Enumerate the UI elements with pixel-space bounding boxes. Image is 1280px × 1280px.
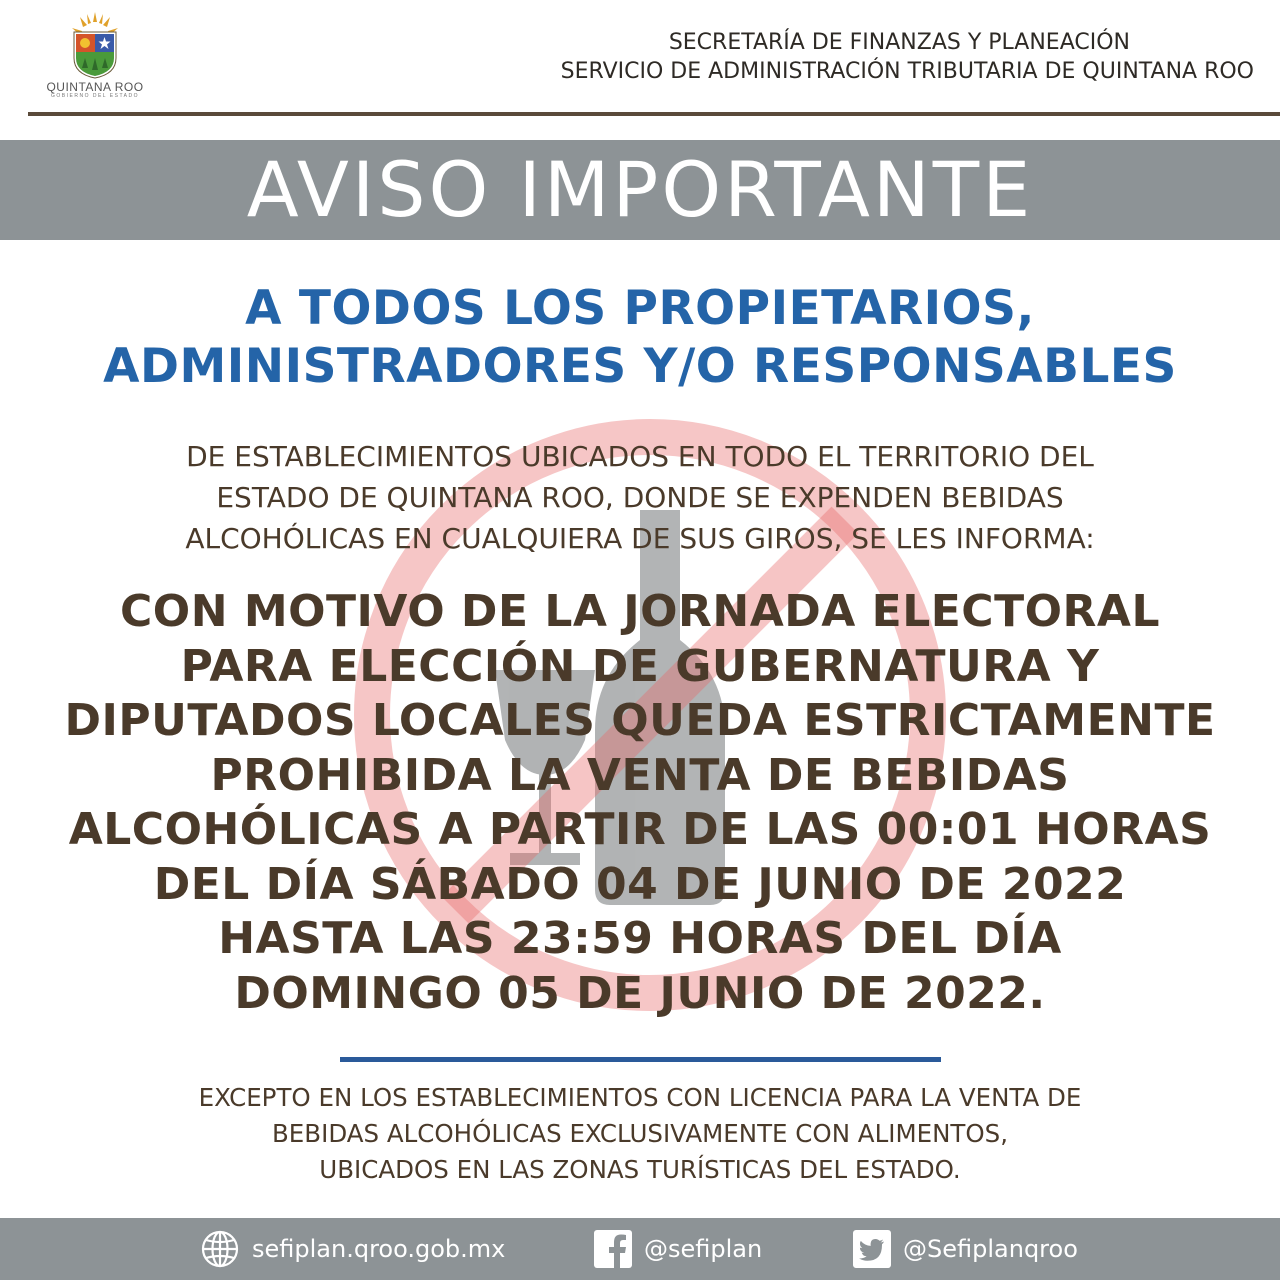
- header: [0, 0, 1280, 116]
- section-divider: [340, 1057, 941, 1062]
- tax-service-name: SERVICIO DE ADMINISTRACIÓN TRIBUTARIA DE QUINTANA ROO: [560, 59, 1254, 84]
- notice-line-5: ALCOHÓLICAS A PARTIR DE LAS 00:01 HORAS: [68, 804, 1212, 855]
- intro-line-1: DE ESTABLECIMIENTOS UBICADOS EN TODO EL TERRITORIO DEL: [186, 440, 1094, 473]
- intro-line-2: ESTADO DE QUINTANA ROO, DONDE SE EXPENDEN BEBIDAS: [216, 481, 1064, 514]
- notice-line-1: CON MOTIVO DE LA JORNADA ELECTORAL: [120, 586, 1160, 637]
- notice-line-4: PROHIBIDA LA VENTA DE BEBIDAS: [210, 749, 1070, 801]
- notice-line-7: HASTA LAS 23:59 HORAS DEL DÍA: [218, 913, 1062, 964]
- intro-line-3: ALCOHÓLICAS EN CUALQUIERA DE SUS GIROS, SE LES INFORMA:: [185, 522, 1095, 555]
- globe-icon: [200, 1229, 240, 1269]
- notice-line-6: DEL DÍA SÁBADO 04 DE JUNIO DE 2022: [153, 858, 1127, 910]
- footer-website[interactable]: [200, 1218, 505, 1280]
- website-link[interactable]: sefiplan.qroo.gob.mx: [252, 1235, 506, 1263]
- recipients-heading: [0, 280, 1280, 396]
- twitter-icon: [853, 1230, 891, 1268]
- facebook-icon: [594, 1230, 632, 1268]
- quintana-roo-logo: [30, 8, 160, 103]
- exception-line-2: BEBIDAS ALCOHÓLICAS EXCLUSIVAMENTE CON ALIMENTOS,: [272, 1119, 1008, 1148]
- header-title-block: [561, 28, 1254, 86]
- footer-bar: [0, 1218, 1280, 1280]
- intro-paragraph: [40, 436, 1240, 559]
- recipients-line-1: A TODOS LOS PROPIETARIOS,: [245, 281, 1035, 336]
- facebook-handle[interactable]: @sefiplan: [644, 1235, 763, 1263]
- footer-facebook[interactable]: [594, 1218, 762, 1280]
- footer-twitter[interactable]: [853, 1218, 1078, 1280]
- header-divider: [28, 112, 1280, 116]
- notice-banner: AVISO IMPORTANTE: [0, 140, 1280, 240]
- prohibition-notice: [20, 585, 1260, 1021]
- exception-paragraph: [40, 1080, 1240, 1188]
- coat-of-arms-icon: [64, 8, 126, 80]
- twitter-handle[interactable]: @Sefiplanqroo: [903, 1235, 1078, 1263]
- recipients-line-2: ADMINISTRADORES Y/O RESPONSABLES: [103, 339, 1177, 394]
- logo-name: QUINTANA ROO: [46, 80, 144, 94]
- notice-line-3: DIPUTADOS LOCALES QUEDA ESTRICTAMENTE: [64, 695, 1216, 746]
- notice-line-8: DOMINGO 05 DE JUNIO DE 2022.: [234, 967, 1046, 1019]
- exception-line-3: UBICADOS EN LAS ZONAS TURÍSTICAS DEL ESTADO.: [319, 1155, 961, 1184]
- ministry-name: SECRETARÍA DE FINANZAS Y PLANEACIÓN: [668, 30, 1130, 55]
- notice-line-2: PARA ELECCIÓN DE GUBERNATURA Y: [180, 640, 1100, 692]
- logo-subtitle: GOBIERNO DEL ESTADO: [51, 93, 139, 99]
- exception-line-1: EXCEPTO EN LOS ESTABLECIMIENTOS CON LICENCIA PARA LA VENTA DE: [198, 1083, 1082, 1112]
